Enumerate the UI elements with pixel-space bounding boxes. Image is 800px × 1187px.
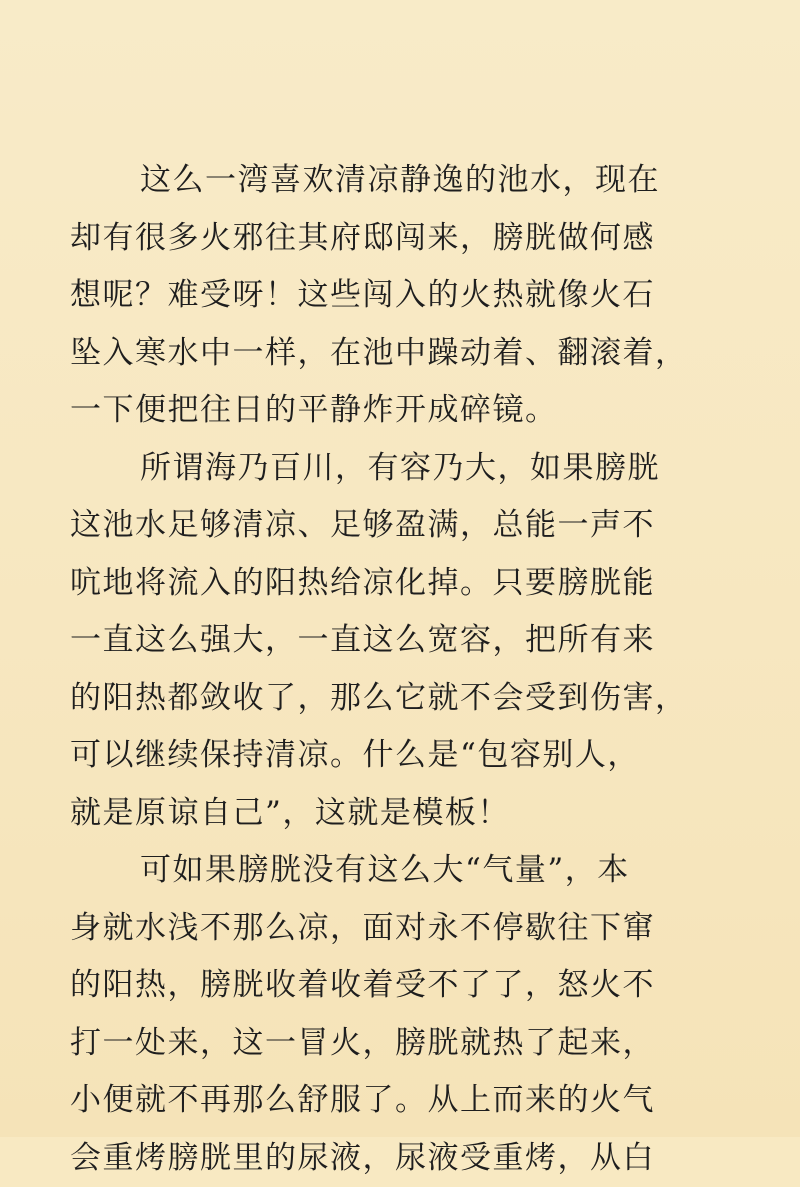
text-line: 坠入寒水中一样，在池中躁动着、翻滚着， xyxy=(70,325,730,383)
text-line: 吭地将流入的阳热给凉化掉。只要膀胱能 xyxy=(70,555,730,613)
text-line: 身就水浅不那么凉，面对永不停歇往下窜 xyxy=(70,900,730,958)
text-line: 就是原谅自己”，这就是模板！ xyxy=(70,785,730,843)
paragraph-3 xyxy=(70,842,730,1187)
text-line: 的阳热，膀胱收着收着受不了了，怒火不 xyxy=(70,957,730,1015)
body-text xyxy=(70,152,730,1187)
paragraph-2 xyxy=(70,440,730,843)
text-line: 这池水足够清凉、足够盈满，总能一声不 xyxy=(70,497,730,555)
text-line: 这么一湾喜欢清凉静逸的池水，现在 xyxy=(70,152,730,210)
text-line: 小便就不再那么舒服了。从上而来的火气 xyxy=(70,1072,730,1130)
text-line: 却有很多火邪往其府邸闯来，膀胱做何感 xyxy=(70,210,730,268)
text-line: 的阳热都敛收了，那么它就不会受到伤害， xyxy=(70,670,730,728)
text-line: 可以继续保持清凉。什么是“包容别人， xyxy=(70,727,730,785)
text-line: 打一处来，这一冒火，膀胱就热了起来， xyxy=(70,1015,730,1073)
text-line: 想呢？难受呀！这些闯入的火热就像火石 xyxy=(70,267,730,325)
text-line: 一下便把往日的平静炸开成碎镜。 xyxy=(70,382,730,440)
text-line: 可如果膀胱没有这么大“气量”，本 xyxy=(70,842,730,900)
text-line: 会重烤膀胱里的尿液，尿液受重烤，从白 xyxy=(70,1130,730,1187)
text-line: 一直这么强大，一直这么宽容，把所有来 xyxy=(70,612,730,670)
paragraph-1 xyxy=(70,152,730,440)
text-line: 所谓海乃百川，有容乃大，如果膀胱 xyxy=(70,440,730,498)
